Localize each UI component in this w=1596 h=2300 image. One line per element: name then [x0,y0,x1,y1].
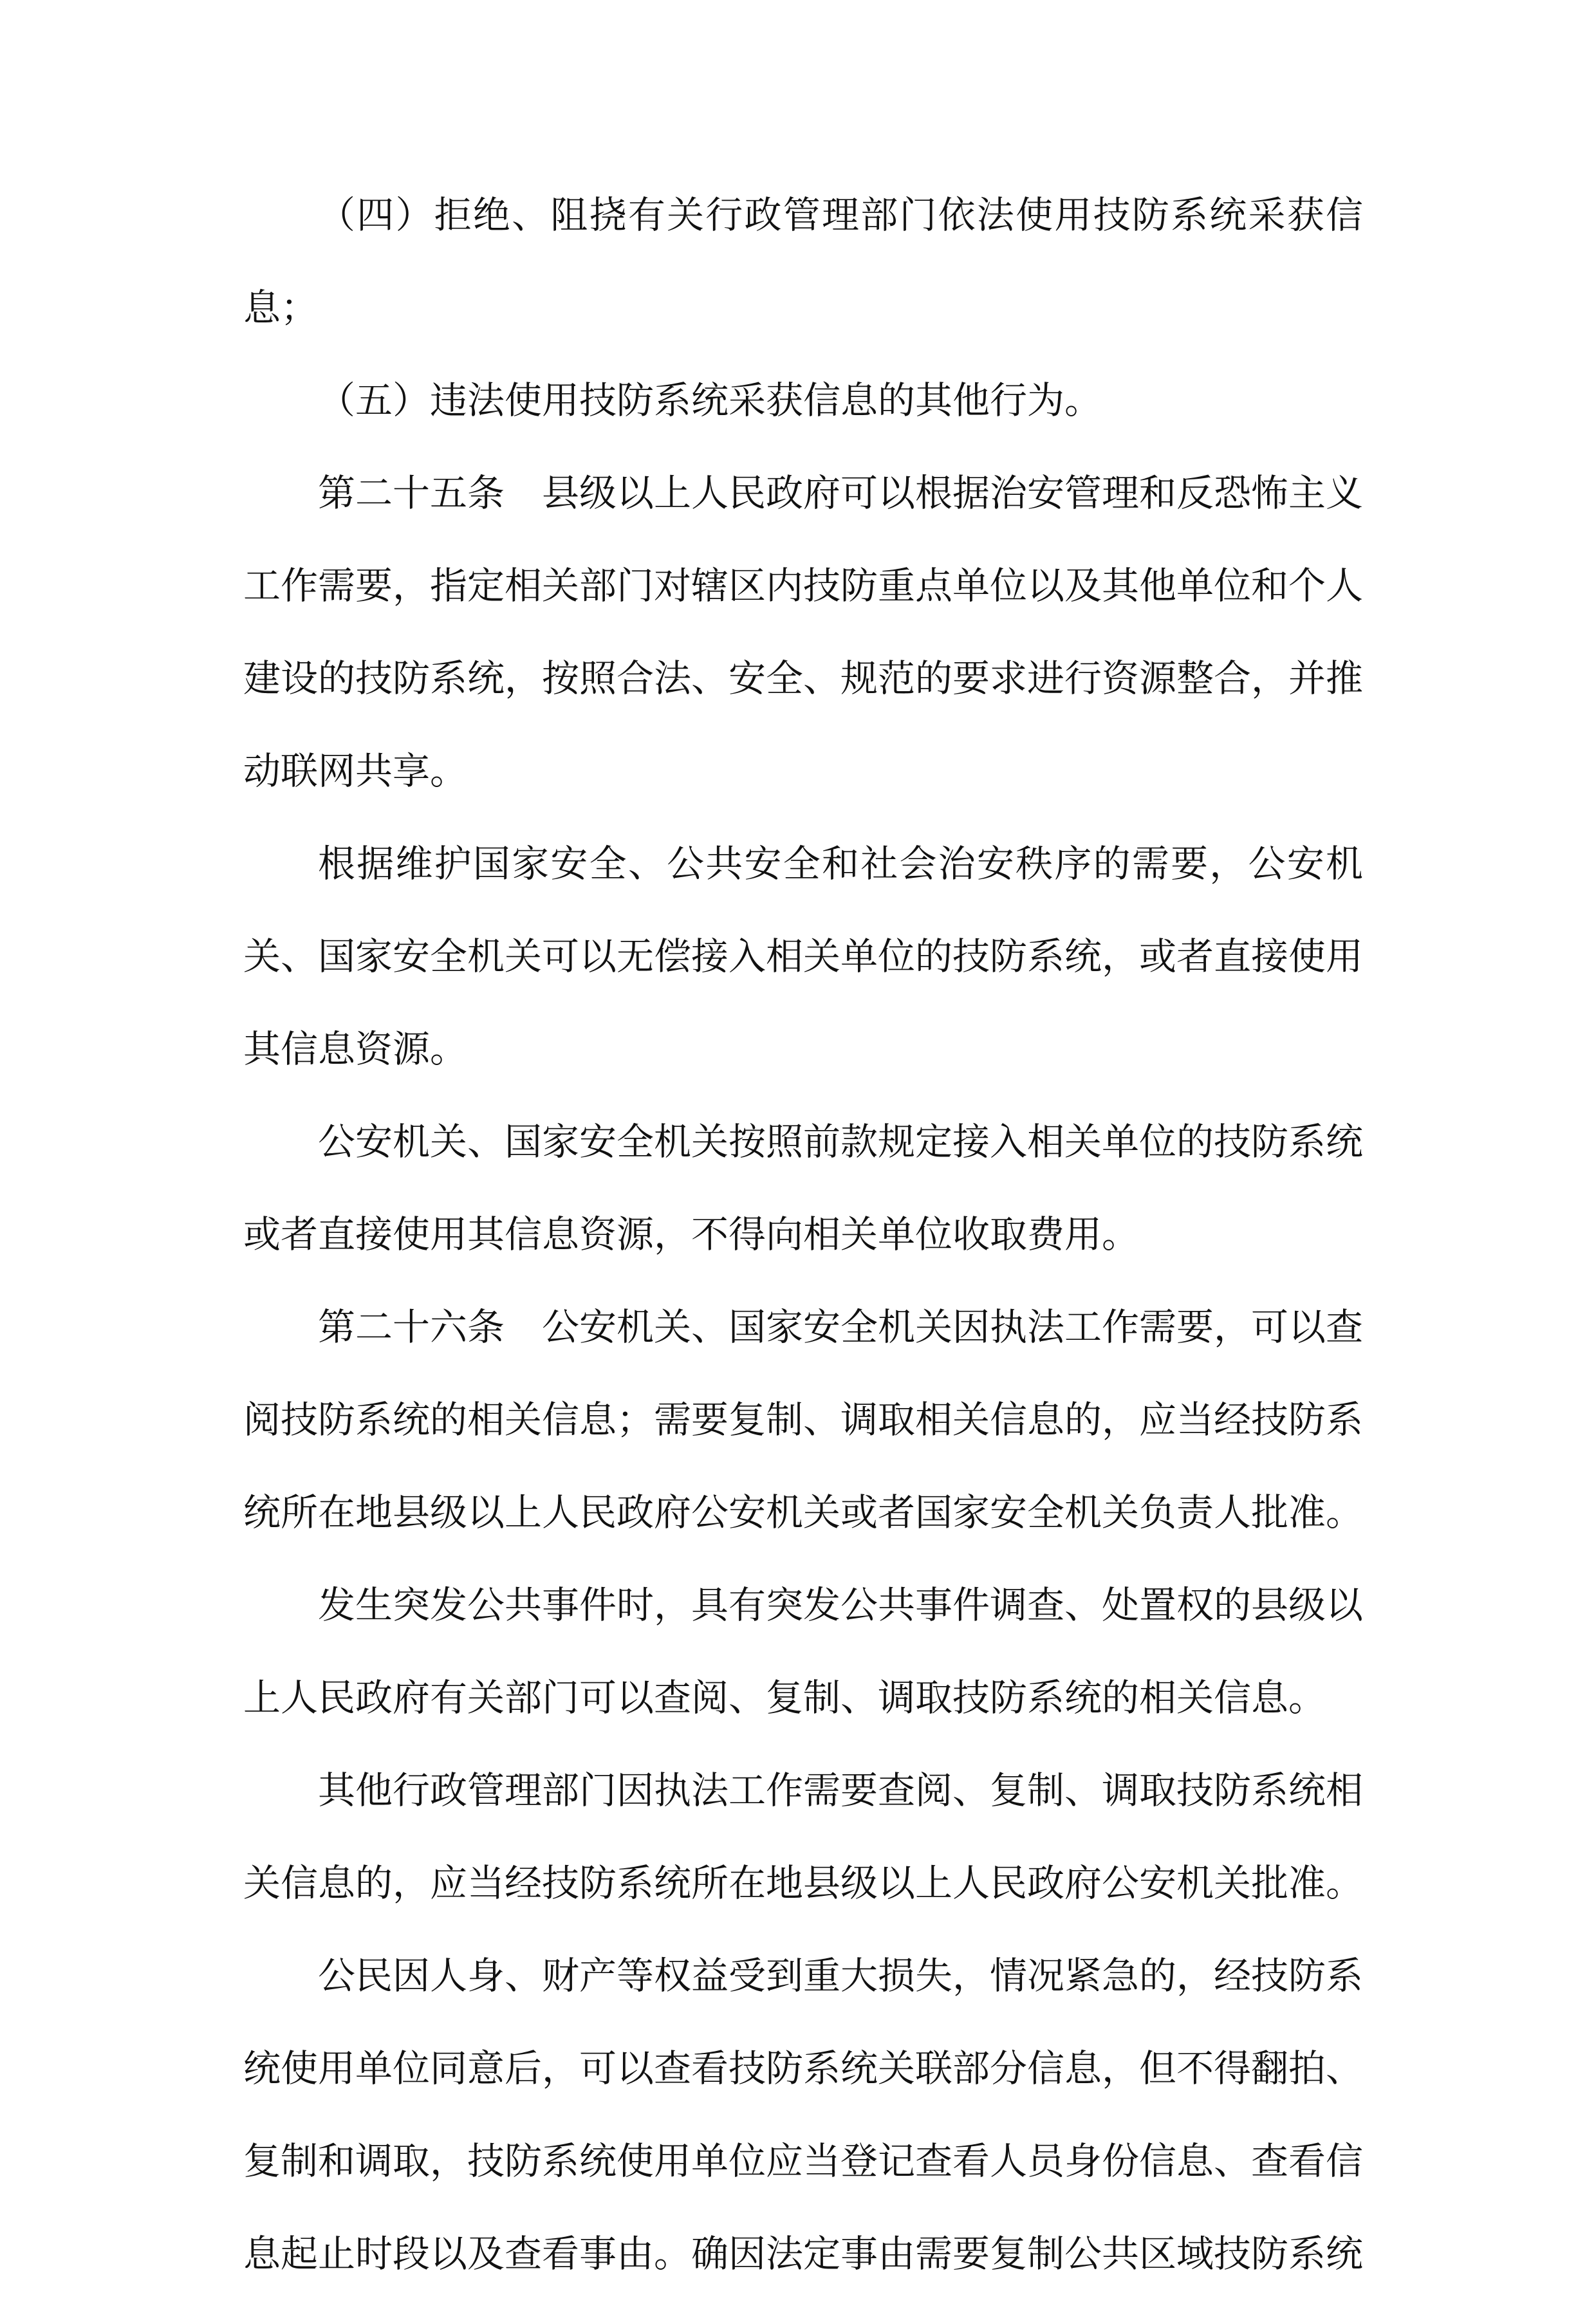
paragraph-item-4: （四）拒绝、阻挠有关行政管理部门依法使用技防系统采获信息； [243,193,1363,329]
article-26-paragraph-3: 其他行政管理部门因执法工作需要查阅、复制、调取技防系统相关信息的，应当经技防系统所在地县级以上人民政府公安机关批准。 [243,1768,1364,1905]
article-26-paragraph-2: 发生突发公共事件时，具有突发公共事件调查、处置权的县级以上人民政府有关部门可以查阅、复制、调取技防系统的相关信息。 [243,1583,1364,1720]
article-25-paragraph: 第二十五条 县级以上人民政府可以根据治安管理和反恐怖主义工作需要，指定相关部门对辖区内技防重点单位以及其他单位和个人建设的技防系统，按照合法、安全、规范的要求进行资源整合，并推动联网共享。 [243,471,1364,793]
article-26-paragraph-4: 公民因人身、财产等权益受到重大损失，情况紧急的，经技防系统使用单位同意后，可以查看技防系统关联部分信息，但不得翻拍、复制和调取，技防系统使用单位应当登记查看人员身份信息、查看信息起止时段以及查看事由。确因法定事由需要复制公共区域技防系统 [243,1954,1364,2276]
article-25-paragraph-2: 根据维护国家安全、公共安全和社会治安秩序的需要，公安机关、国家安全机关可以无偿接入相关单位的技防系统，或者直接使用其信息资源。 [243,842,1364,1071]
article-26-paragraph: 第二十六条 公安机关、国家安全机关因执法工作需要，可以查阅技防系统的相关信息；需要复制、调取相关信息的，应当经技防系统所在地县级以上人民政府公安机关或者国家安全机关负责人批准。 [243,1305,1364,1534]
paragraph-item-5: （五）违法使用技防系统采获信息的其他行为。 [318,378,1102,422]
document-body [243,169,1363,2300]
article-25-paragraph-3: 公安机关、国家安全机关按照前款规定接入相关单位的技防系统或者直接使用其信息资源，不得向相关单位收取费用。 [243,1120,1364,1256]
